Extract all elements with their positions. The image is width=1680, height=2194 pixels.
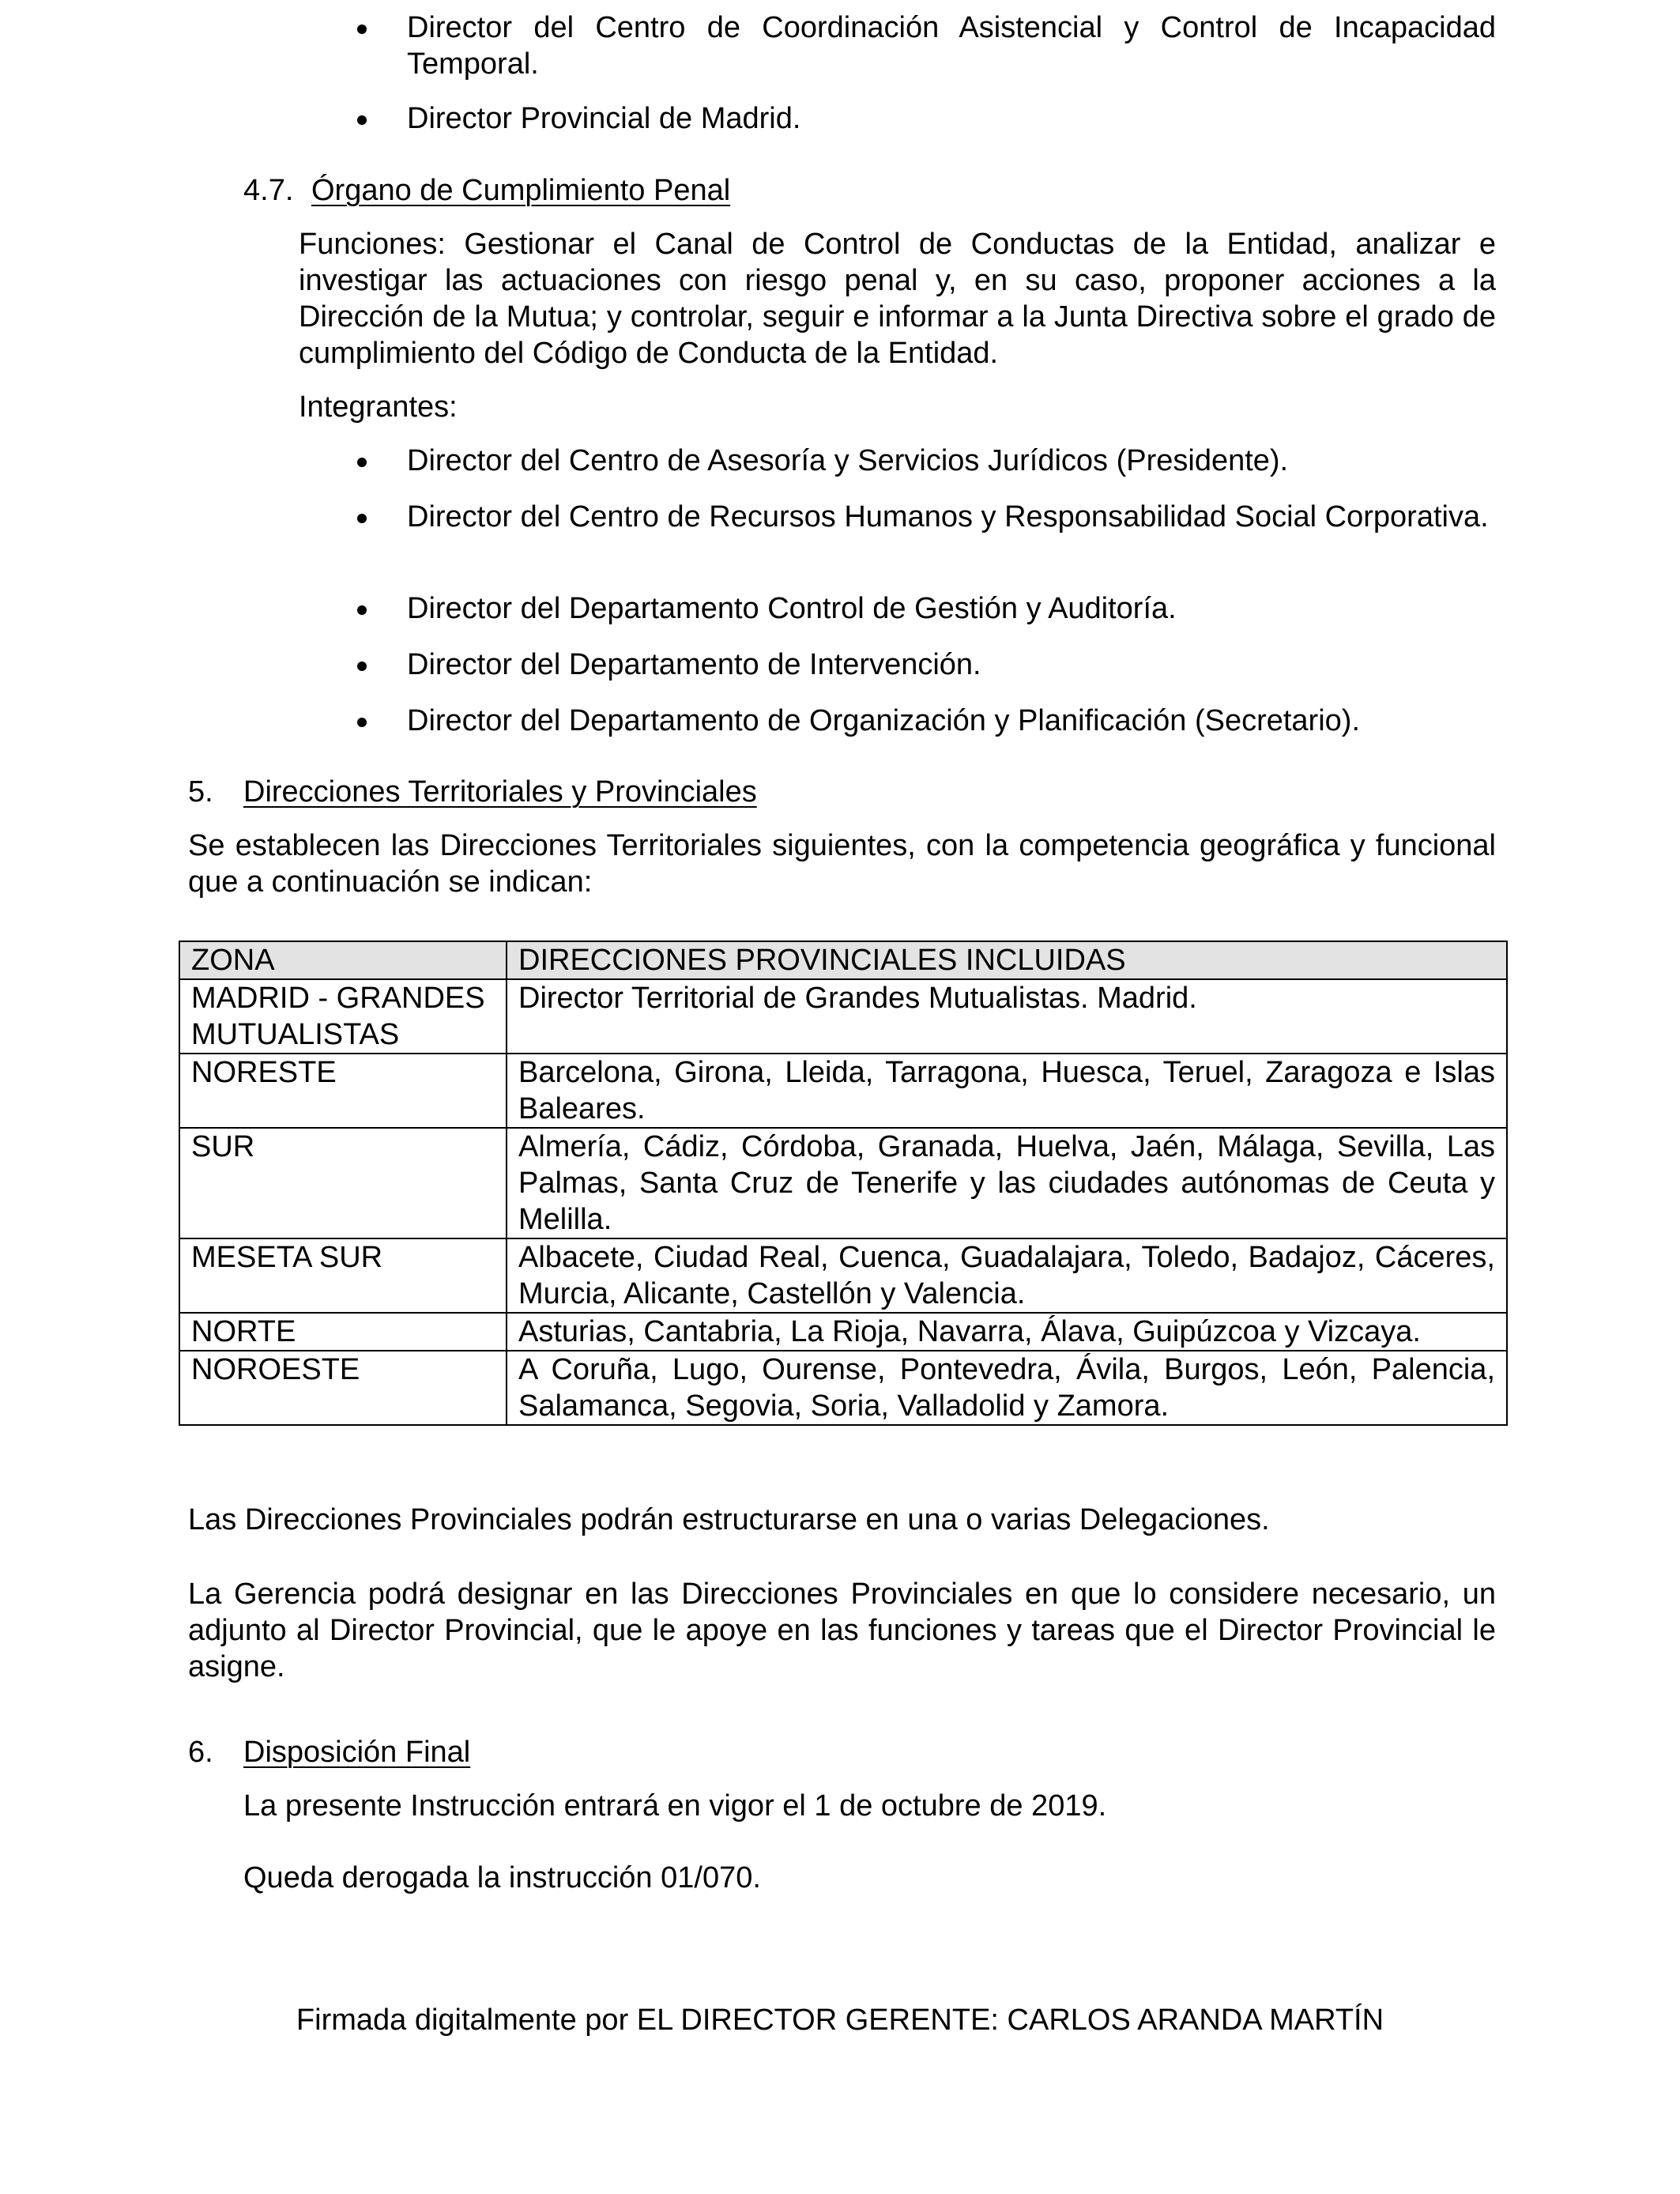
bullet-icon [357, 115, 367, 125]
member-item: Director del Departamento Control de Gestión y Auditoría. [407, 592, 1177, 625]
section-heading-4-7 [243, 172, 1429, 209]
zone-cell: NORTE [179, 1313, 507, 1351]
table-row [179, 1351, 1507, 1425]
bullet-icon [357, 514, 367, 523]
section-5-intro: Se establecen las Direcciones Territoriales siguientes, con la competencia geográfica y funcional que a continuación se indican: [188, 829, 1496, 899]
section-number: 5. [188, 775, 213, 809]
provinces-cell: Director Territorial de Grandes Mutualistas. Madrid. [507, 979, 1507, 1054]
section-number: 4.7. [243, 174, 294, 207]
functions-paragraph: Funciones: Gestionar el Canal de Control de Conductas de la Entidad, analizar e investigar las actuaciones con riesgo penal y, en su caso, proponer acciones a la Dirección de la Mutua; y controlar, seguir e informar a la Junta Directiva sobre el grado de cumplimiento del Código de Conducta de la Entidad. [299, 228, 1496, 370]
table-row [179, 1313, 1507, 1351]
provinces-cell: Barcelona, Girona, Lleida, Tarragona, Huesca, Teruel, Zaragoza e Islas Baleares. [507, 1054, 1507, 1128]
final-paragraph-2: Queda derogada la instrucción 01/070. [243, 1861, 761, 1894]
bullet-icon [357, 718, 367, 727]
section-heading-5 [188, 774, 1373, 810]
zone-cell: NORESTE [179, 1054, 507, 1128]
zone-cell: MADRID - GRANDES MUTUALISTAS [179, 979, 507, 1054]
bullet-item: Director del Centro de Coordinación Asistencial y Control de Incapacidad Temporal. [407, 11, 1496, 81]
table-row [179, 1054, 1507, 1128]
table-header-row [179, 941, 1507, 979]
bullet-item: Director Provincial de Madrid. [407, 102, 801, 135]
provinces-cell: Albacete, Ciudad Real, Cuenca, Guadalajara, Toledo, Badajoz, Cáceres, Murcia, Alicante, Castellón y Valencia. [507, 1238, 1507, 1313]
provinces-cell: Almería, Cádiz, Córdoba, Granada, Huelva, Jaén, Málaga, Sevilla, Las Palmas, Santa Cruz de Tenerife y las ciudades autónomas de Ceuta y Melilla. [507, 1128, 1507, 1238]
delegations-paragraph: Las Direcciones Provinciales podrán estructurarse en una o varias Delegaciones. [188, 1503, 1270, 1536]
table-header-zone: ZONA [179, 941, 507, 979]
table-row [179, 1128, 1507, 1238]
bullet-icon [357, 605, 367, 615]
provinces-cell: A Coruña, Lugo, Ourense, Pontevedra, Ávila, Burgos, León, Palencia, Salamanca, Segovia, Soria, Valladolid y Zamora. [507, 1351, 1507, 1425]
section-title: Direcciones Territoriales y Provinciales [243, 775, 757, 809]
table-row [179, 979, 1507, 1054]
bullet-icon [357, 458, 367, 467]
zones-table [179, 941, 1508, 1426]
section-title: Disposición Final [243, 1736, 471, 1769]
table-header-provinces: DIRECCIONES PROVINCIALES INCLUIDAS [507, 941, 1507, 979]
member-item: Director del Departamento de Intervención. [407, 648, 981, 681]
final-paragraph-1: La presente Instrucción entrará en vigor el 1 de octubre de 2019. [243, 1789, 1107, 1823]
table-row [179, 1238, 1507, 1313]
bullet-icon [357, 662, 367, 671]
adjunto-paragraph: La Gerencia podrá designar en las Direcciones Provinciales en que lo considere necesario, un adjunto al Director Provincial, que le apoye en las funciones y tareas que el Director Provincial le asigne. [188, 1578, 1496, 1683]
member-item: Director del Centro de Asesoría y Servicios Jurídicos (Presidente). [407, 444, 1289, 477]
section-heading-6 [188, 1734, 1373, 1770]
zone-cell: MESETA SUR [179, 1238, 507, 1313]
member-item: Director del Departamento de Organización y Planificación (Secretario). [407, 704, 1360, 737]
section-title: Órgano de Cumplimiento Penal [311, 174, 731, 207]
section-number: 6. [188, 1736, 213, 1769]
members-label: Integrantes: [299, 390, 458, 424]
zone-cell: SUR [179, 1128, 507, 1238]
zone-cell: NOROESTE [179, 1351, 507, 1425]
provinces-cell: Asturias, Cantabria, La Rioja, Navarra, Álava, Guipúzcoa y Vizcaya. [507, 1313, 1507, 1351]
bullet-icon [357, 25, 367, 34]
member-item: Director del Centro de Recursos Humanos y Responsabilidad Social Corporativa. [407, 500, 1489, 533]
digital-signature: Firmada digitalmente por EL DIRECTOR GERENTE: CARLOS ARANDA MARTÍN [296, 2004, 1384, 2037]
